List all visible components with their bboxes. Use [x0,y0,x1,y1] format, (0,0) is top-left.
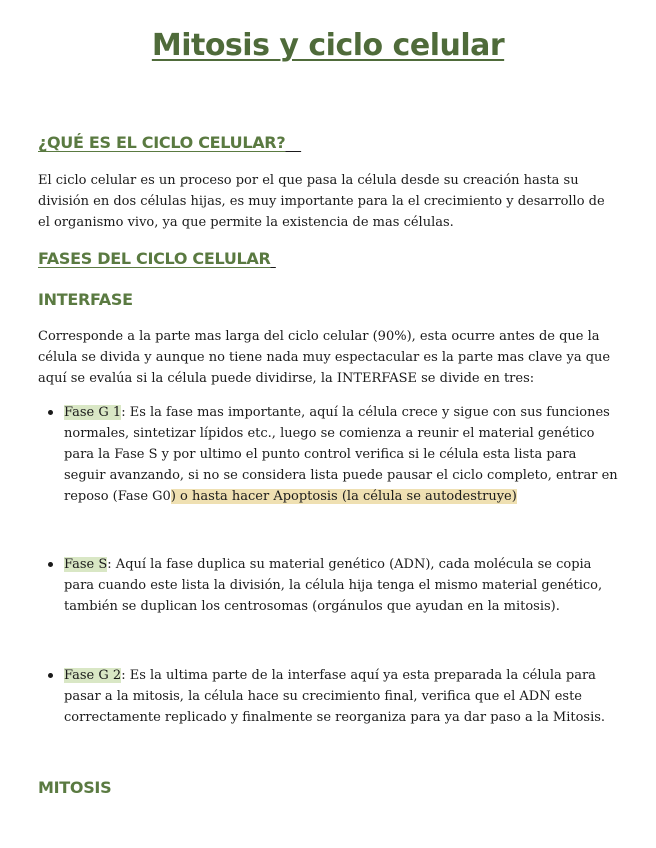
heading-mitosis: MITOSIS [38,778,112,797]
bullet-dot [48,562,53,567]
fase-label: Fase S [64,557,108,572]
list-item-fase-g1 [64,402,620,507]
paragraph-que-es: El ciclo celular es un proceso por el que pasa la célula desde su creación hasta su división en dos células hijas, es muy importante para la el crecimiento y desarrollo de el organismo vivo, ya que permite la existencia de mas células. [38,173,605,230]
fase-text: : Es la ultima parte de la interfase aquí ya esta preparada la célula para pasar a la mitosis, la célula hace su crecimiento final, verifica que el ADN este correctamente replicado y finalmente se reorganiza para ya dar paso a la Mitosis. [64,668,606,725]
fase-label: Fase G 2 [64,668,122,683]
page-title: Mitosis y ciclo celular [151,28,505,63]
paragraph-interfase: Corresponde a la parte mas larga del ciclo celular (90%), esta ocurre antes de que la célula se divida y aunque no tiene nada muy espectacular es la parte mas clave ya que aquí se evalúa si la célula puede dividirse, la INTERFASE se divide en tres: [38,329,611,386]
fase-label: Fase G 1 [64,405,122,420]
bullet-dot [48,410,53,415]
heading-interfase: INTERFASE [38,290,133,309]
heading-fases: FASES DEL CICLO CELULAR [38,249,271,268]
list-item-fase-g2 [64,665,620,728]
highlighted-text: ) o hasta hacer Apoptosis (la célula se autodestruye) [170,489,517,504]
heading-que-es: ¿QUÉ ES EL CICLO CELULAR? [38,133,286,152]
bullet-dot [48,673,53,678]
fase-text: : Aquí la fase duplica su material genético (ADN), cada molécula se copia para cuando este lista la división, la célula hija tenga el mismo material genético, también se duplican los centrosomas (orgánulos que ayudan en la mitosis). [64,557,603,614]
fase-text: : Es la fase mas importante, aquí la célula crece y sigue con sus funciones normales, sintetizar lípidos etc., luego se comienza a reunir el material genético para la Fase S y por ultimo el punto control verifica si le célula esta lista para seguir avanzando, si no se considera lista puede pausar el ciclo completo, entrar en reposo (Fase G0 [64,405,618,504]
list-item-fase-s [64,554,620,617]
